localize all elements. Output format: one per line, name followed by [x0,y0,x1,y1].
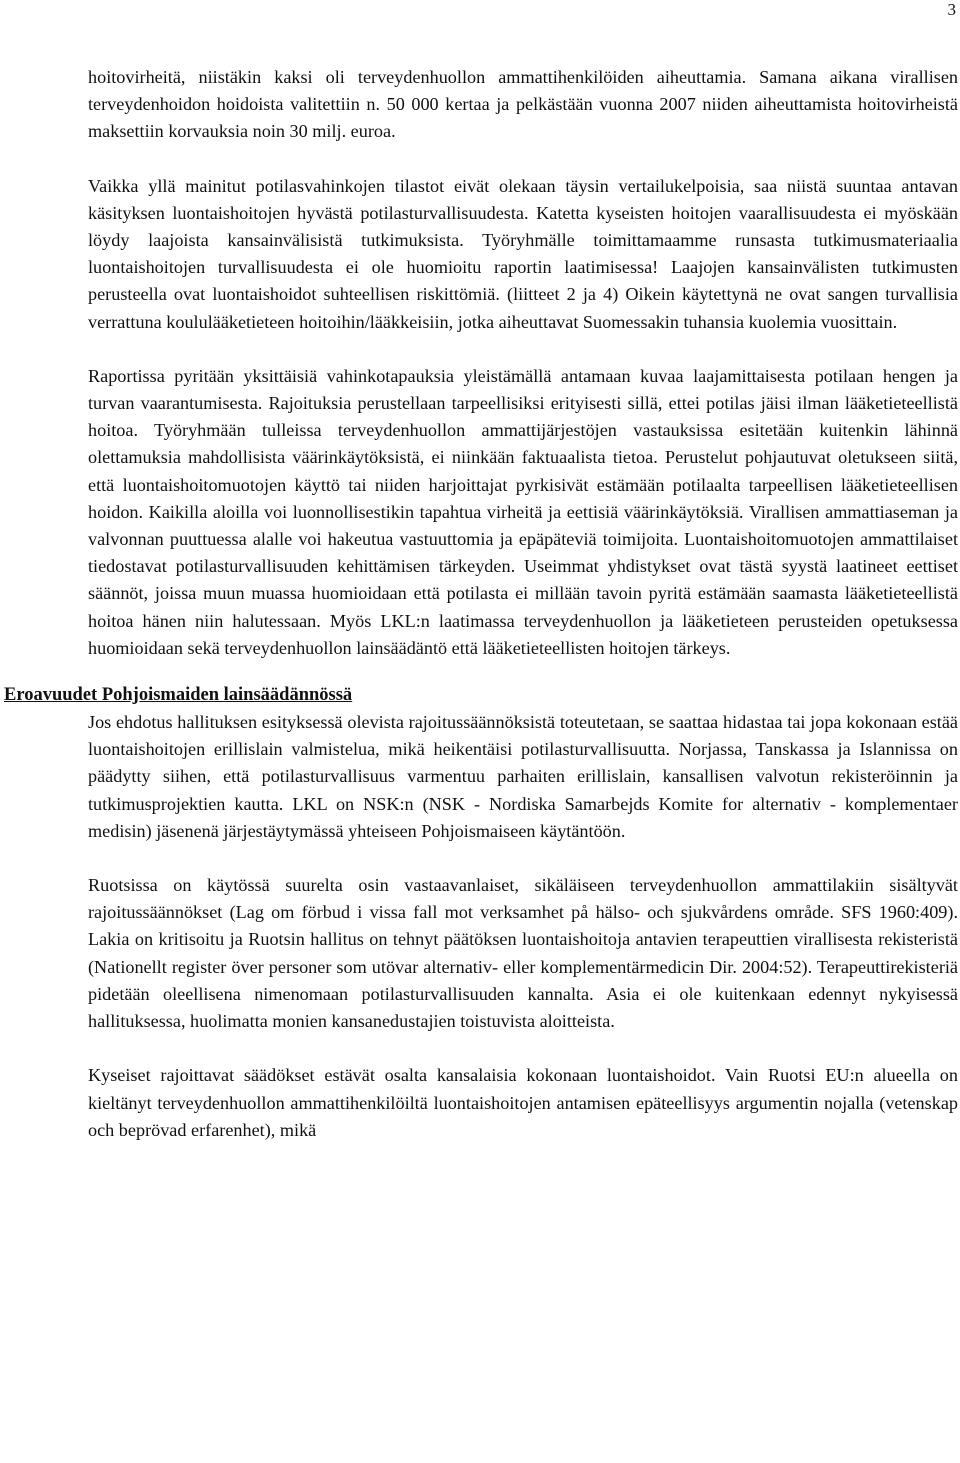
paragraph-5: Ruotsissa on käytössä suurelta osin vastaavanlaiset, sikäläiseen terveydenhuollon ammattilakiin sisältyvät rajoitussäännökset (Lag om förbud i vissa fall mot verksamhet på hälso- och sjukvårdens område. SFS 1960:409). Lakia on kritisoitu ja Ruotsin hallitus on tehnyt päätöksen luontaishoitoja antavien terapeuttien virallisesta rekisteristä (Nationellt register över personer som utövar alternativ- eller komplementärmedicin Dir. 2004:52). Terapeuttirekisteriä pidetään oleellisena nimenomaan potilasturvallisuuden kannalta. Asia ei ole kuitenkaan edennyt nykyisessä hallituksessa, huolimatta monien kansanedustajien toistuvista aloitteista. [88,875,958,1032]
paragraph-4: Jos ehdotus hallituksen esityksessä olevista rajoitussäännöksistä toteutetaan, se saattaa hidastaa tai jopa kokonaan estää luontaishoitojen erillislain valmistelua, mikä heikentäisi potilasturvallisuutta. Norjassa, Tanskassa ja Islannissa on päädytty siihen, että potilasturvallisuus varmentuu parhaiten erillislain, kansallisen valvotun rekisteröinnin ja tutkimusprojektien kautta. LKL on NSK:n (NSK - Nordiska Samarbejds Komite for alternativ - komplementaer medisin) jäsenenä järjestäytymässä yhteiseen Pohjoismaiseen käytäntöön. [88,712,958,841]
paragraph-2: Vaikka yllä mainitut potilasvahinkojen tilastot eivät olekaan täysin vertailukelpoisia, saa niistä suuntaa antavan käsityksen luontaishoitojen hyvästä potilasturvallisuudesta. Katetta kyseisten hoitojen vaarallisuudesta ei myöskään löydy laajoista kansainvälisistä tutkimuksista. Työryhmälle toimittamaamme runsasta tutkimusmateriaalia luontaishoitojen turvallisuudesta ei ole huomioitu raportin laatimisessa! Laajojen kansainvälisten tutkimusten perusteella ovat luontaishoidot suhteellisen riskittömiä. (liitteet 2 ja 4) Oikein käytettynä ne ovat sangen turvallisia verrattuna koululääketieteen hoitoihin/lääkkeisiin, jotka aiheuttavat Suomessakin tuhansia kuolemia vuosittain. [88,175,958,332]
document-body [4,64,958,1144]
paragraph-3: Raportissa pyritään yksittäisiä vahinkotapauksia yleistämällä antamaan kuvaa laajamittaisesta potilaan hengen ja turvan vaarantumisesta. Rajoituksia perustellaan tarpeellisiksi erityisesti sillä, ettei potilas jäisi ilman lääketieteellistä hoitoa. Työryhmään tulleissa terveydenhuollon ammattijärjestöjen vastauksissa esitetään kuitenkin lähinnä olettamuksia mahdollisista väärinkäytöksistä, ei niinkään faktuaalista tietoa. Perustelut pohjautuvat oletukseen siitä, että luontaishoitomuotojen käyttö tai niiden harjoittajat pyrkisivät estämään potilaalta tarpeellisen lääketieteellisen hoidon. Kaikilla aloilla voi luonnollisestikin tapahtua virheitä ja eettisiä väärinkäytöksiä. Virallisen ammattiaseman ja valvonnan puuttuessa alalle voi hakeutua vastuuttomia ja epäpäteviä toimijoita. Luontaishoitomuotojen ammattilaiset tiedostavat potilasturvallisuuden kehittämisen tärkeyden. Useimmat yhdistykset ovat tästä syystä laatineet eettiset säännöt, joissa muun muassa huomioidaan että potilasta ei millään tavoin pyritä estämään saamasta lääketieteellistä hoitoa hänen niin halutessaan. Myös LKL:n laatimassa terveydenhuollon ja lääketieteen perusteiden opetuksessa huomioidaan sekä terveydenhuollon lainsäädäntö että lääketieteellisten hoitojen tärkeys. [88,365,958,658]
paragraph-6: Kyseiset rajoittavat säädökset estävät osalta kansalaisia kokonaan luontaishoidot. Vain Ruotsi EU:n alueella on kieltänyt terveydenhuollon ammattihenkilöiltä luontaishoitojen antamisen epäteellisyys argumentin nojalla (vetenskap och beprövad erfarenhet), mikä [88,1065,958,1140]
paragraph-1: hoitovirheitä, niistäkin kaksi oli terveydenhuollon ammattihenkilöiden aiheuttamia. Samana aikana virallisen terveydenhoidon hoidoista valitettiin n. 50 000 kertaa ja pelkästään vuonna 2007 niiden aiheuttamista hoitovirheistä maksettiin korvauksia noin 30 milj. euroa. [88,67,958,142]
section-heading: Eroavuudet Pohjoismaiden lainsäädännössä [4,685,353,706]
page-number: 3 [947,0,956,19]
